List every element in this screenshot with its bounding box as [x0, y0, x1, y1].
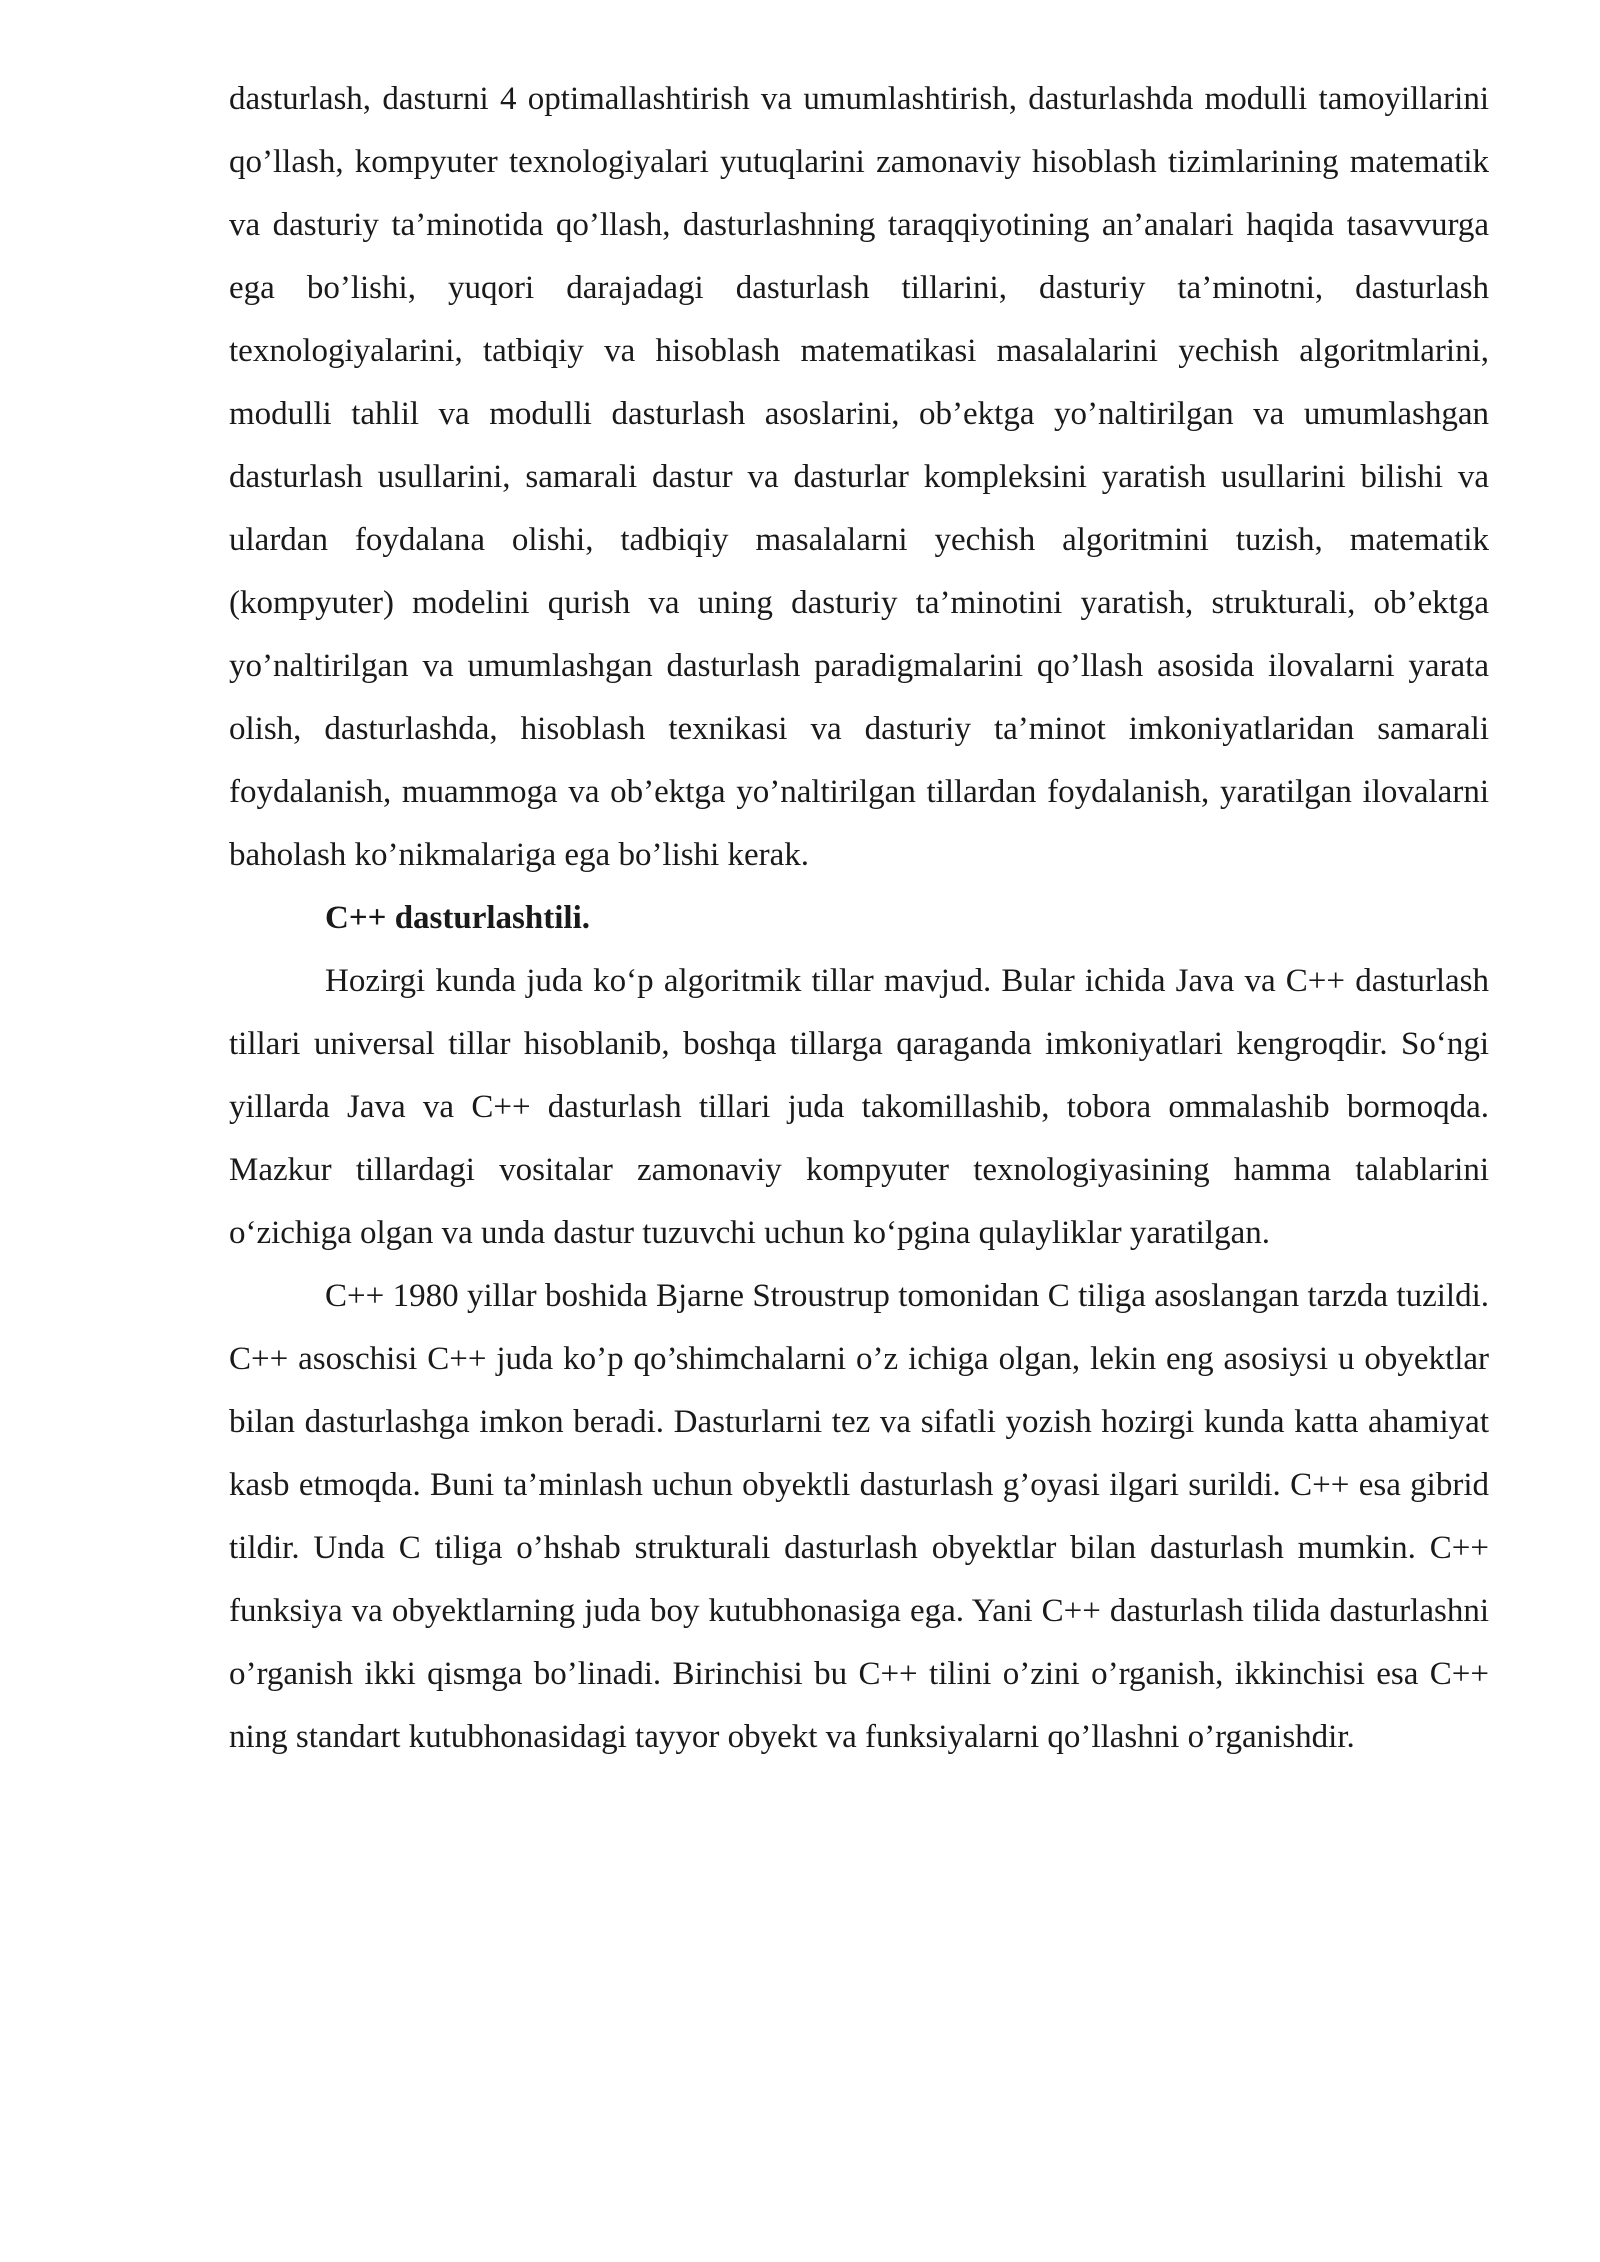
body-paragraph-languages: Hozirgi kunda juda ko‘p algoritmik tillar mavjud. Bular ichida Java va C++ dasturlash tillari universal tillar hisoblanib, boshqa tillarga qaraganda imkoniyatlari kengroqdir. So‘ngi yillarda Java va C++ dasturlash tillari juda takomillashib, tobora ommalashib bormoqda. Mazkur tillardagi vositalar zamonaviy kompyuter texnologiyasining hamma talablarini o‘zichiga olgan va unda dastur tuzuvchi uchun ko‘pgina qulayliklar yaratilgan. [229, 963, 1489, 1251]
section-heading: C++ dasturlashtili. [325, 900, 590, 936]
body-paragraph-cpp-history: C++ 1980 yillar boshida Bjarne Stroustrup tomonidan C tiliga asoslangan tarzda tuzildi. C++ asoschisi C++ juda ko’p qo’shimchalarni o’z ichiga olgan, lekin eng asosiysi u obyektlar bilan dasturlashga imkon beradi. Dasturlarni tez va sifatli yozish hozirgi kunda katta ahamiyat kasb etmoqda. Buni ta’minlash uchun obyektli dasturlash g’oyasi ilgari surildi. C++ esa gibrid tildir. Unda C tiliga o’hshab strukturali dasturlash obyektlar bilan dasturlash mumkin. C++ funksiya va obyektlarning juda boy kutubhonasiga ega. Yani C++ dasturlash tilida dasturlashni o’rganish ikki qismga bo’linadi. Birinchisi bu C++ tilini o’zini o’rganish, ikkinchisi esa C++ ning standart kutubhonasidagi tayyor obyekt va funksiyalarni qo’llashni o’rganishdir. [229, 1278, 1489, 1755]
document-page [229, 68, 1489, 1769]
body-paragraph-continuation: dasturlash, dasturni 4 optimallashtirish va umumlashtirish, dasturlashda modulli tamoyillarini qo’llash, kompyuter texnologiyalari yutuqlarini zamonaviy hisoblash tizimlarining matematik va dasturiy ta’minotida qo’llash, dasturlashning taraqqiyotining an’analari haqida tasavvurga ega bo’lishi, yuqori darajadagi dasturlash tillarini, dasturiy ta’minotni, dasturlash texnologiyalarini, tatbiqiy va hisoblash matematikasi masalalarini yechish algoritmlarini, modulli tahlil va modulli dasturlash asoslarini, ob’ektga yo’naltirilgan va umumlashgan dasturlash usullarini, samarali dastur va dasturlar kompleksini yaratish usullarini bilishi va ulardan foydalana olishi, tadbiqiy masalalarni yechish algoritmini tuzish, matematik (kompyuter) modelini qurish va uning dasturiy ta’minotini yaratish, strukturali, ob’ektga yo’naltirilgan va umumlashgan dasturlash paradigmalarini qo’llash asosida ilovalarni yarata olish, dasturlashda, hisoblash texnikasi va dasturiy ta’minot imkoniyatlaridan samarali foydalanish, muammoga va ob’ektga yo’naltirilgan tillardan foydalanish, yaratilgan ilovalarni baholash ko’nikmalariga ega bo’lishi kerak. [229, 81, 1489, 873]
